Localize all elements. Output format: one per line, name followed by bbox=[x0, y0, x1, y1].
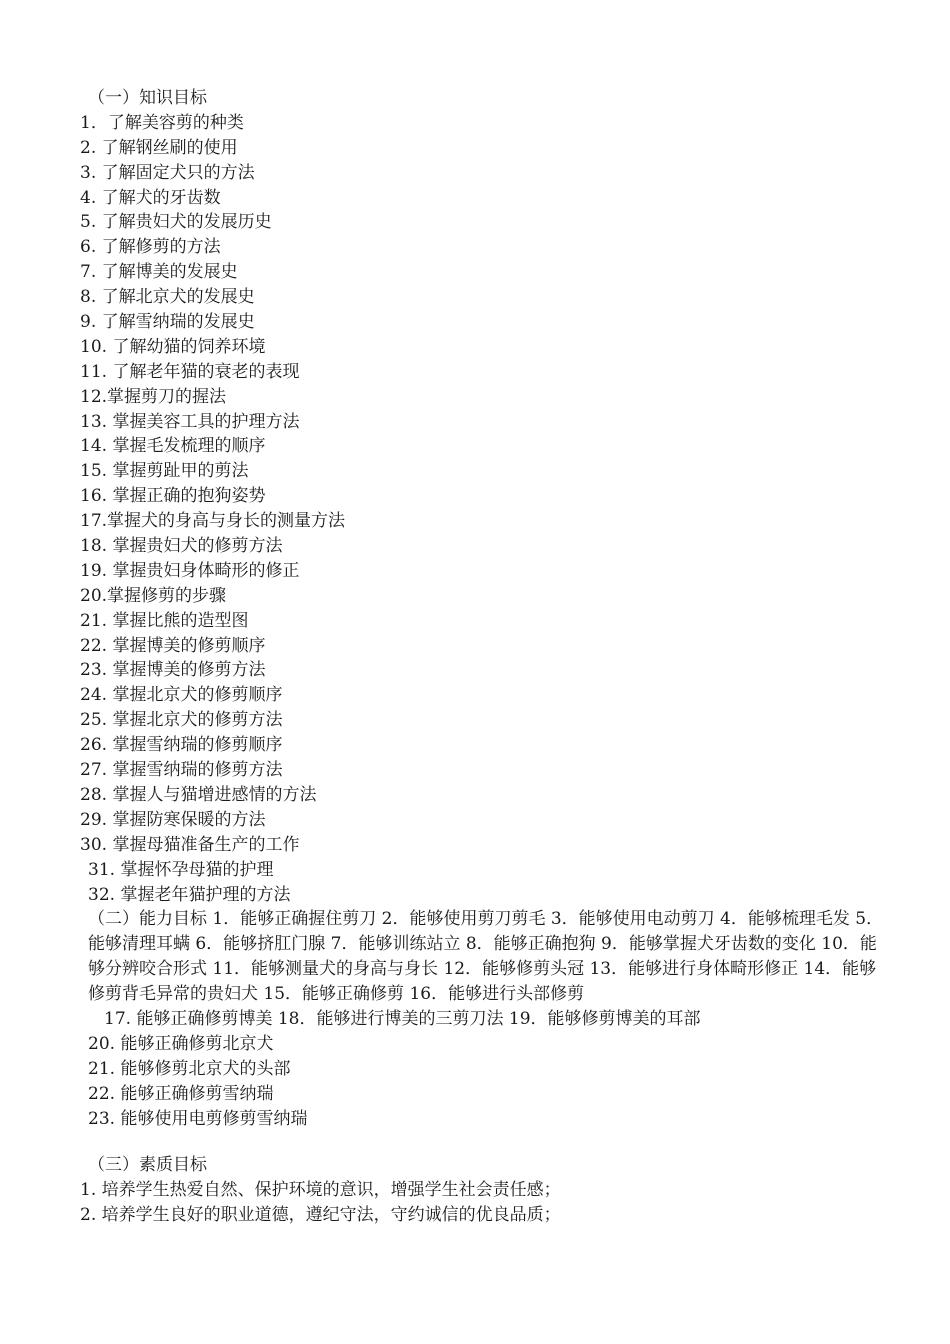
list-item: 23. 能够使用电剪修剪雪纳瑞 bbox=[88, 1108, 308, 1129]
list-item: 32. 掌握老年猫护理的方法 bbox=[88, 884, 291, 905]
quality-section bbox=[80, 1153, 880, 1228]
list-item: 2. 了解钢丝刷的使用 bbox=[80, 137, 238, 158]
ability-list bbox=[80, 1032, 880, 1132]
ability-continuation: 17. 能够正确修剪博美 18．能够进行博美的三剪刀法 19．能够修剪博美的耳部 bbox=[104, 1009, 701, 1030]
list-item: 21. 掌握比熊的造型图 bbox=[80, 610, 249, 631]
list-item: 5. 了解贵妇犬的发展历史 bbox=[80, 212, 272, 233]
list-item: 12.掌握剪刀的握法 bbox=[80, 386, 227, 407]
list-item: 22. 掌握博美的修剪顺序 bbox=[80, 635, 266, 656]
knowledge-list bbox=[80, 111, 880, 908]
list-item: 16. 掌握正确的抱狗姿势 bbox=[80, 486, 266, 507]
list-item: 18. 掌握贵妇犬的修剪方法 bbox=[80, 536, 283, 557]
list-item: 4. 了解犬的牙齿数 bbox=[80, 187, 221, 208]
knowledge-heading: （一）知识目标 bbox=[88, 88, 207, 108]
ability-paragraph: （二）能力目标 1．能够正确握住剪刀 2．能够使用剪刀剪毛 3．能够使用电动剪刀 4．能够梳理毛发 5．能够清理耳螨 6．能够挤肛门腺 7．能够训练站立 8．能够正确抱狗 9．能够掌握犬牙齿数的变化 10．能够分辨咬合形式 11．能够测量犬的身高与身长 12．能够修剪头冠 13．能够进行身体畸形修正 14．能够修剪背毛异常的贵妇犬 15．能够正确修剪 16．能够进行头部修剪 bbox=[88, 909, 884, 1005]
list-item: 20.掌握修剪的步骤 bbox=[80, 585, 227, 606]
quality-heading: （三）素质目标 bbox=[88, 1155, 207, 1176]
list-item: 3. 了解固定犬只的方法 bbox=[80, 162, 255, 183]
list-item: 29. 掌握防寒保暖的方法 bbox=[80, 809, 266, 830]
list-item: 21. 能够修剪北京犬的头部 bbox=[88, 1058, 291, 1079]
list-item: 31. 掌握怀孕母猫的护理 bbox=[88, 859, 274, 880]
list-item: 20. 能够正确修剪北京犬 bbox=[88, 1033, 274, 1054]
section-gap bbox=[80, 1131, 880, 1153]
list-item: 1．了解美容剪的种类 bbox=[80, 112, 244, 133]
list-item: 8. 了解北京犬的发展史 bbox=[80, 287, 255, 308]
list-item: 9. 了解雪纳瑞的发展史 bbox=[80, 312, 255, 333]
list-item: 19. 掌握贵妇身体畸形的修正 bbox=[80, 560, 300, 581]
list-item: 17.掌握犬的身高与身长的测量方法 bbox=[80, 511, 346, 532]
list-item: 24. 掌握北京犬的修剪顺序 bbox=[80, 685, 283, 706]
list-item: 11. 了解老年猫的衰老的表现 bbox=[80, 361, 300, 382]
list-item: 25. 掌握北京犬的修剪方法 bbox=[80, 710, 283, 731]
list-item: 23. 掌握博美的修剪方法 bbox=[80, 660, 266, 681]
list-item: 30. 掌握母猫准备生产的工作 bbox=[80, 834, 300, 855]
list-item: 28. 掌握人与猫增进感情的方法 bbox=[80, 784, 317, 805]
list-item: 13. 掌握美容工具的护理方法 bbox=[80, 411, 300, 432]
list-item: 1. 培养学生热爱自然、保护环境的意识，增强学生社会责任感； bbox=[80, 1180, 561, 1201]
list-item: 14. 掌握毛发梳理的顺序 bbox=[80, 436, 266, 457]
list-item: 22. 能够正确修剪雪纳瑞 bbox=[88, 1083, 274, 1104]
list-item: 6. 了解修剪的方法 bbox=[80, 237, 221, 258]
list-item: 2. 培养学生良好的职业道德，遵纪守法，守约诚信的优良品质； bbox=[80, 1205, 561, 1226]
list-item: 7. 了解博美的发展史 bbox=[80, 262, 238, 283]
list-item: 15. 掌握剪趾甲的剪法 bbox=[80, 461, 249, 482]
list-item: 10. 了解幼猫的饲养环境 bbox=[80, 336, 266, 357]
list-item: 26. 掌握雪纳瑞的修剪顺序 bbox=[80, 735, 283, 756]
list-item: 27. 掌握雪纳瑞的修剪方法 bbox=[80, 760, 283, 781]
